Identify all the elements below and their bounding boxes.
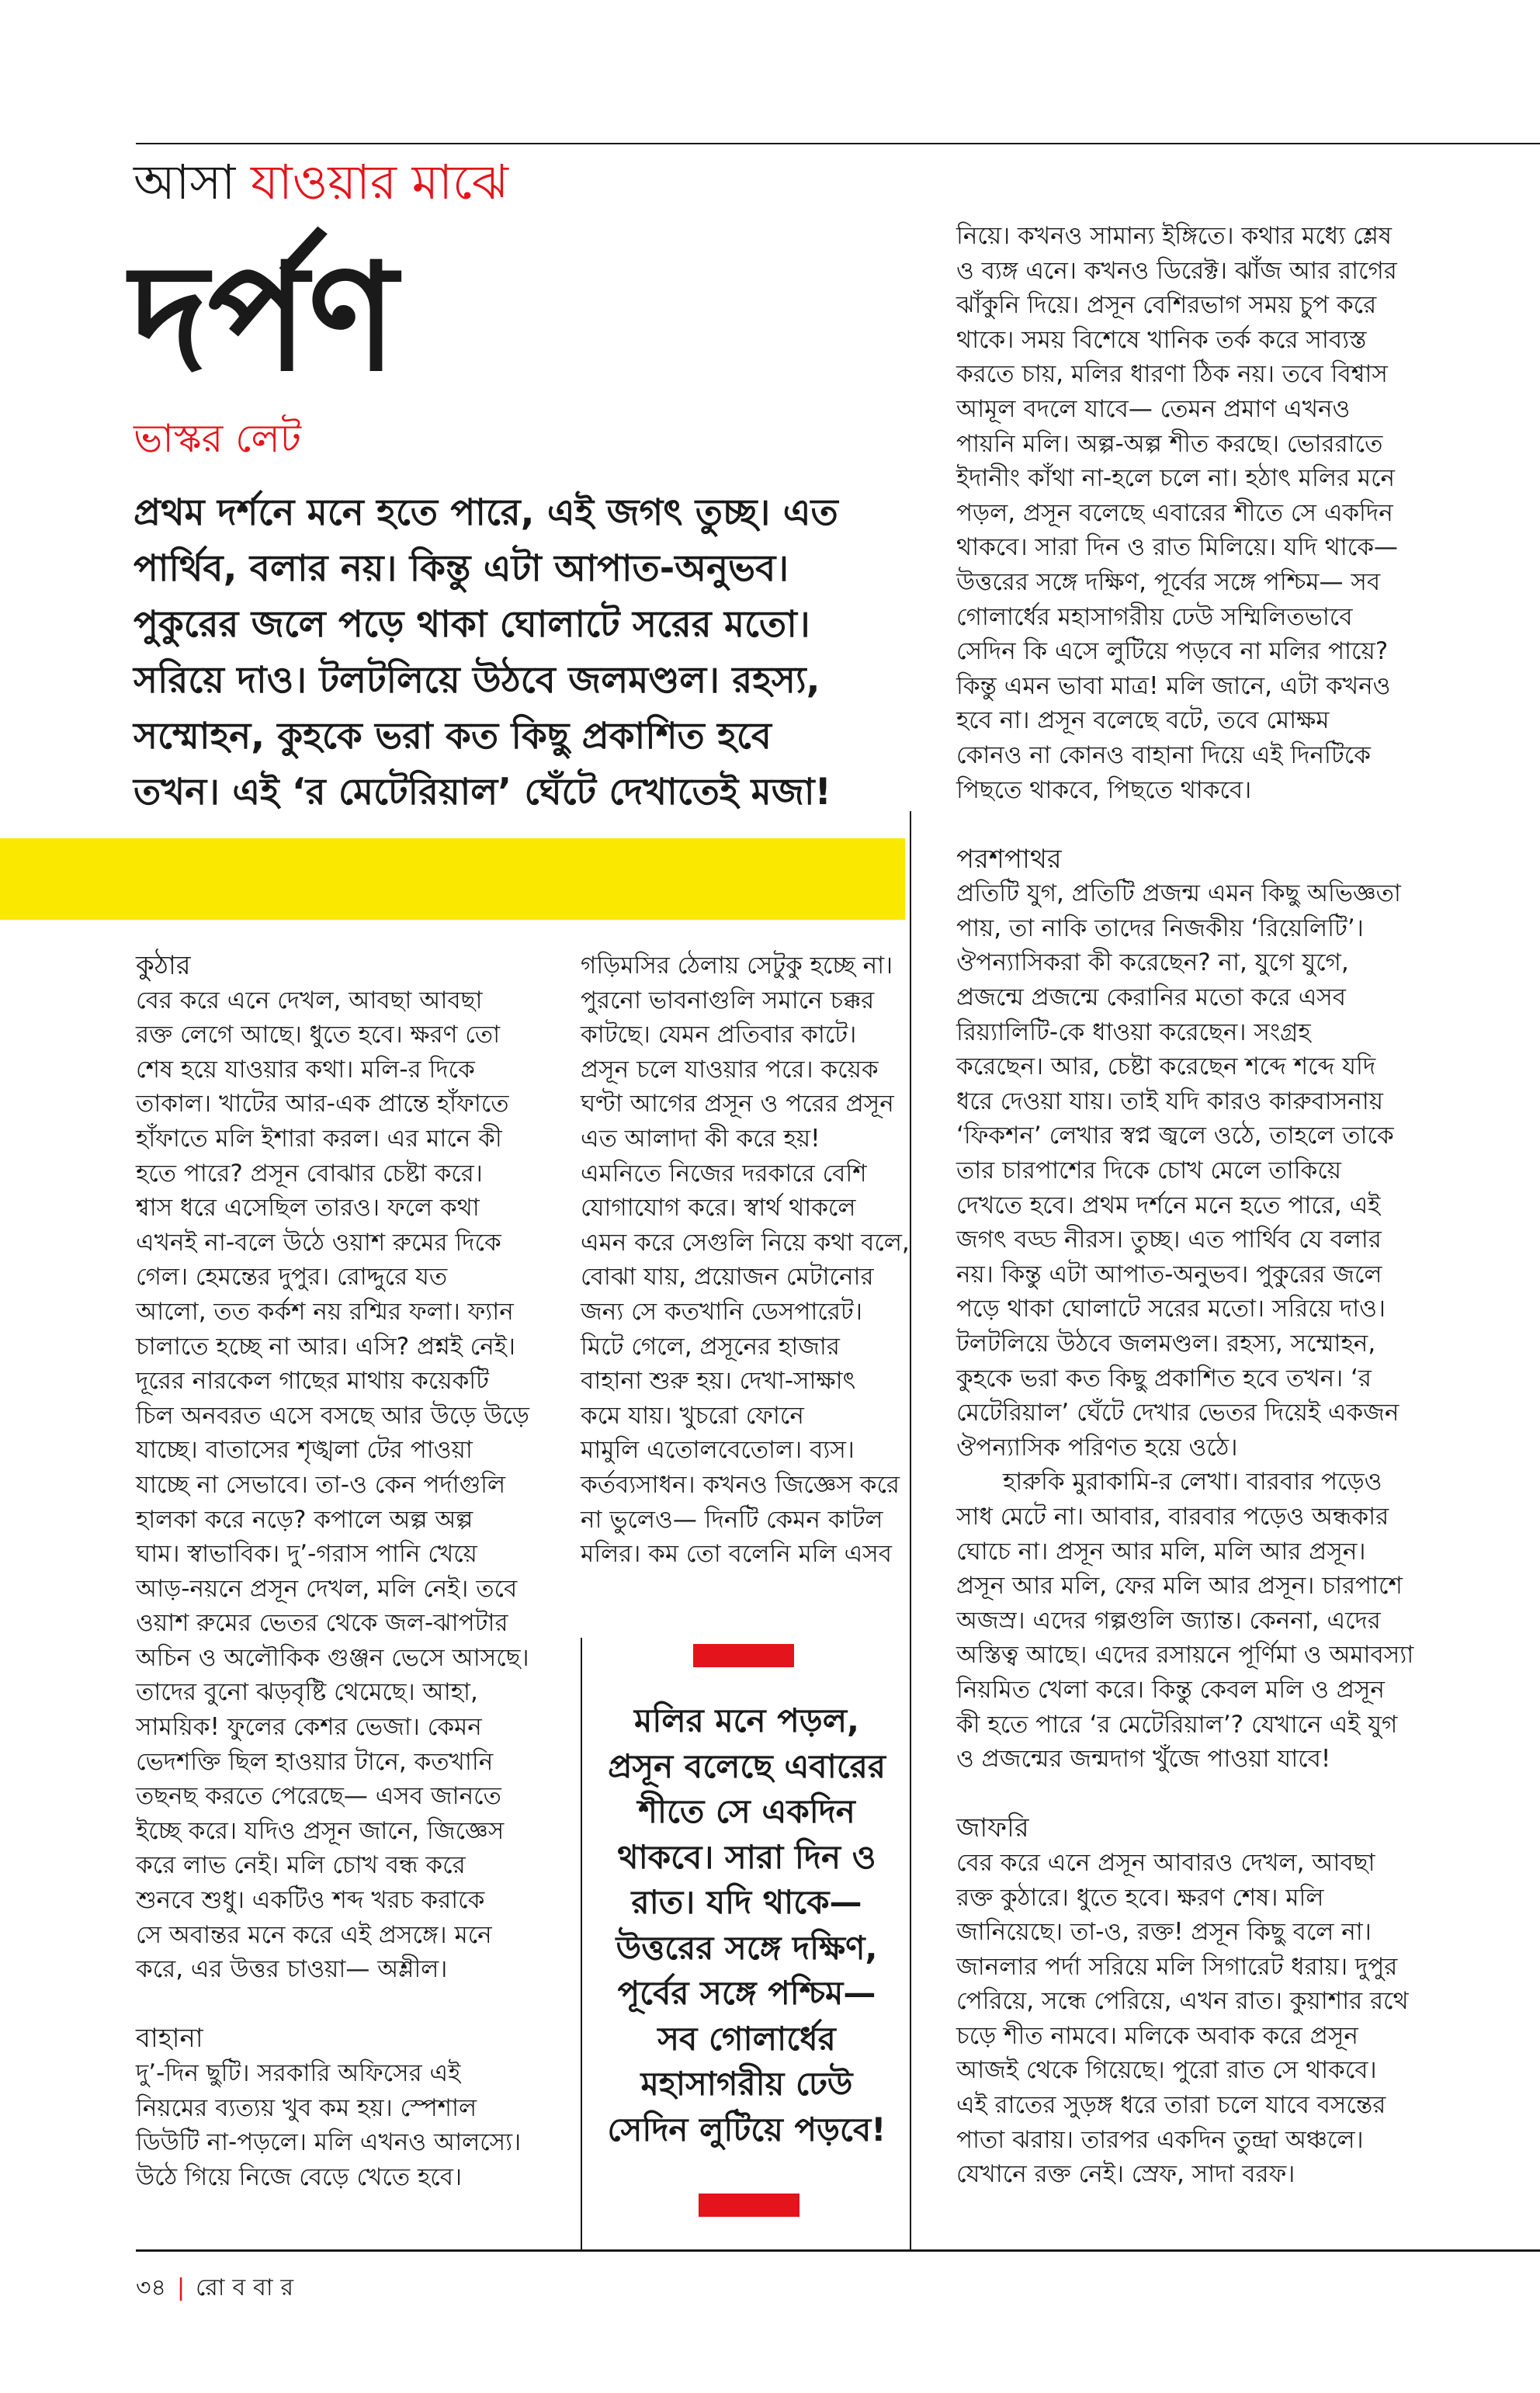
- text-line: ‘ফিকশন’ লেখার স্বপ্ন জ্বলে ওঠে, তাহলে তাকে: [956, 1122, 1394, 1150]
- text-line: কিন্তু এমন ভাবা মাত্র! মলি জানে, এটা কখনও: [956, 671, 1391, 700]
- section-heading-bahana: বাহানা: [136, 2023, 203, 2055]
- text-line: ঔপন্যাসিক পরিণত হয়ে ওঠে।: [956, 1433, 1238, 1462]
- text-line: রক্ত কুঠারে। ধুতে হবে। ক্ষরণ শেষ। মলি: [956, 1883, 1324, 1912]
- text-line: ঝাঁকুনি দিয়ে। প্রসূন বেশিরভাগ সময় চুপ করে: [956, 291, 1377, 320]
- text-line: বাহানা শুরু হয়। দেখা-সাক্ষাৎ: [581, 1367, 856, 1396]
- text-line: সাময়িক! ফুলের কেশর ভেজা। কেমন: [136, 1713, 482, 1742]
- text-line: আলো, তত কর্কশ নয় রশ্মির ফলা। ফ্যান: [136, 1297, 514, 1326]
- text-line: সে অবান্তর মনে করে এই প্রসঙ্গে। মনে: [136, 1920, 492, 1949]
- section-body-jafri: [956, 1846, 1422, 2192]
- text-line: নিয়মিত খেলা করে। কিন্তু কেবল মলি ও প্রসূন: [956, 1675, 1385, 1704]
- text-line: করে লাভ নেই। মলি চোখ বন্ধ করে: [136, 1851, 466, 1880]
- text-line: নিয়ে। কখনও সামান্য ইঙ্গিতে। কথার মধ্যে শ্লেষ: [956, 222, 1392, 250]
- kicker-red: যাওয়ার মাঝে: [250, 154, 508, 210]
- text-line: হবে না। প্রসূন বলেছে বটে, তবে মোক্ষম: [956, 706, 1330, 735]
- text-line: প্রসূন চলে যাওয়ার পরে। কয়েক: [581, 1055, 879, 1084]
- text-line: ঔপন্যাসিকরা কী করেছেন? না, যুগে যুগে,: [956, 949, 1349, 977]
- text-line: সব গোলার্ধের: [657, 2019, 836, 2058]
- spacer: [136, 1987, 539, 2022]
- text-line: ইচ্ছে করে। যদিও প্রসূন জানে, জিজ্ঞেস: [136, 1816, 505, 1845]
- text-line: অজস্র। এদের গল্পগুলি জ্যান্ত। কেননা, এদের: [956, 1606, 1381, 1635]
- text-line: তাকাল। খাটের আর-এক প্রান্তে হাঁফাতে: [136, 1090, 509, 1118]
- text-line: থাকবে। সারা দিন ও: [617, 1837, 876, 1876]
- text-line: শ্বাস ধরে এসেছিল তারও। ফলে কথা: [136, 1194, 480, 1223]
- text-line: এমন করে সেগুলি নিয়ে কথা বলে,: [581, 1228, 910, 1257]
- text-line: শুনবে শুধু। একটিও শব্দ খরচ করাকে: [136, 1886, 485, 1915]
- text-line: ঘণ্টা আগের প্রসূন ও পরের প্রসূন: [581, 1090, 894, 1118]
- text-line: ইদানীং কাঁথা না-হলে চলে না। হঠাৎ মলির মনে: [956, 464, 1396, 493]
- text-line: যোগাযোগ করে। স্বার্থ থাকলে: [581, 1194, 856, 1223]
- text-line: ও ব্যঙ্গ এনে। কখনও ডিরেক্ট। ঝাঁজ আর রাগের: [956, 256, 1397, 285]
- text-line: পূর্বের সঙ্গে পশ্চিম—: [617, 1974, 876, 2012]
- text-line: ওয়াশ রুমের ভেতর থেকে জল-ঝাপটার: [136, 1609, 508, 1638]
- text-line: মেটেরিয়াল’ ঘেঁটে দেখার ভেতর দিয়েই একজন: [956, 1399, 1400, 1427]
- text-line: পড়ল, প্রসূন বলেছে এবারের শীতে সে একদিন: [956, 498, 1393, 527]
- text-line: পুকুরের জলে পড়ে থাকা ঘোলাটে সরের মতো।: [134, 603, 810, 646]
- text-line: সাধ মেটে না। আবার, বারবার পড়েও অন্ধকার: [956, 1502, 1389, 1531]
- text-line: পিছতে থাকবে, পিছতে থাকবে।: [956, 775, 1252, 804]
- text-line: বের করে এনে দেখল, আবছা আবছা: [136, 986, 483, 1014]
- section-body-bahana: [136, 2056, 539, 2194]
- text-line: ধরে দেওয়া যায়। তাই যদি কারও কারুবাসনায়: [956, 1087, 1384, 1115]
- text-line: নিয়মের ব্যত্যয় খুব কম হয়। স্পেশাল: [136, 2093, 477, 2122]
- text-line: জানলার পর্দা সরিয়ে মলি সিগারেট ধরায়। দুপুর: [956, 1952, 1398, 1981]
- text-line: যাচ্ছে। বাতাসের শৃঙ্খলা টের পাওয়া: [136, 1436, 473, 1465]
- spacer: [956, 807, 1422, 842]
- column-divider-left: [581, 1638, 582, 2249]
- text-line: টলটলিয়ে উঠবে জলমণ্ডল। রহস্য, সম্মোহন,: [956, 1330, 1376, 1358]
- text-line: থাকে। সময় বিশেষে খানিক তর্ক করে সাব্যস্ত: [956, 325, 1367, 354]
- text-line: নয়। কিন্তু এটা আপাত-অনুভব। পুকুরের জলে: [956, 1260, 1382, 1288]
- text-line: গোলার্ধের মহাসাগরীয় ঢেউ সম্মিলিতভাবে: [956, 602, 1353, 631]
- text-line: যাচ্ছে না সেভাবে। তা-ও কেন পর্দাগুলি: [136, 1470, 506, 1499]
- text-line: শীতে সে একদিন: [638, 1792, 855, 1830]
- magazine-name: রোববার: [196, 2274, 302, 2301]
- text-line: পায়নি মলি। অল্প-অল্প শীত করছে। ভোররাতে: [956, 429, 1383, 458]
- text-line: রিয়্যালিটি-কে ধাওয়া করেছেন। সংগ্রহ: [956, 1018, 1311, 1046]
- yellow-band: [0, 838, 905, 920]
- pull-quote: [584, 1698, 910, 2152]
- text-line: বোঝা যায়, প্রয়োজন মেটানোর: [581, 1263, 874, 1292]
- text-line: চালাতে হচ্ছে না আর। এসি? প্রশ্নই নেই।: [136, 1332, 515, 1361]
- text-line: ও প্রজন্মের জন্মদাগ খুঁজে পাওয়া যাবে!: [956, 1745, 1331, 1774]
- text-line: এই রাতের সুড়ঙ্গ ধরে তারা চলে যাবে বসন্তের: [956, 2091, 1386, 2120]
- text-line: ঘাম। স্বাভাবিক। দু’-গরাস পানি খেয়ে: [136, 1540, 477, 1569]
- text-line: মহাসাগরীয় ঢেউ: [640, 2065, 853, 2103]
- text-line: পার্থিব, বলার নয়। কিন্তু এটা আপাত-অনুভব।: [134, 547, 789, 590]
- text-line: তখন। এই ‘র মেটেরিয়াল’ ঘেঁটে দেখাতেই মজা!: [134, 771, 831, 813]
- text-line: কুহকে ভরা কত কিছু প্রকাশিত হবে তখন। ‘র: [956, 1364, 1372, 1392]
- text-line: পড়ে থাকা ঘোলাটে সরের মতো। সরিয়ে দাও।: [956, 1295, 1386, 1323]
- column-3-intro: [956, 219, 1422, 807]
- text-line: থাকবে। সারা দিন ও রাত মিলিয়ে। যদি থাকে—: [956, 533, 1398, 562]
- article-deck: [134, 485, 917, 820]
- text-line: মলির। কম তো বলেনি মলি এসব: [581, 1540, 892, 1569]
- text-line: দূরের নারকেল গাছের মাথায় কয়েকটি: [136, 1367, 490, 1396]
- text-line: মিটে গেলে, প্রসূনের হাজার: [581, 1332, 840, 1361]
- text-line: না ভুলেও— দিনটি কেমন কাটল: [581, 1505, 883, 1534]
- section-heading-kuthar: কুঠার: [136, 950, 191, 981]
- text-line: প্রথম দর্শনে মনে হতে পারে, এই জগৎ তুচ্ছ। এত: [134, 491, 838, 534]
- text-line: সম্মোহন, কুহকে ভরা কত কিছু প্রকাশিত হবে: [134, 715, 772, 758]
- section-heading-poroshpathor: পরশপাথর: [956, 843, 1062, 875]
- text-line: জন্য সে কতখানি ডেসপারেট।: [581, 1297, 862, 1326]
- text-line: পায়, তা নাকি তাদের নিজকীয় ‘রিয়েলিটি’।: [956, 914, 1364, 942]
- text-line: ঘোচে না। প্রসূন আর মলি, মলি আর প্রসূন।: [956, 1537, 1366, 1566]
- text-line: ডিউটি না-পড়লে। মলি এখনও আলস্যে।: [136, 2128, 522, 2157]
- text-line: প্রজন্মে প্রজন্মে কেরানির মতো করে এসব: [956, 983, 1347, 1012]
- pull-quote-bar-top: [693, 1644, 794, 1667]
- text-line: অচিন ও অলৌকিক গুঞ্জন ভেসে আসছে।: [136, 1643, 529, 1672]
- text-line: প্রতিটি যুগ, প্রতিটি প্রজন্ম এমন কিছু অভিজ্ঞতা: [956, 879, 1401, 908]
- kicker-black: আসা: [134, 154, 236, 210]
- text-line: তার চারপাশের দিকে চোখ মেলে তাকিয়ে: [956, 1157, 1342, 1185]
- column-3: [956, 219, 1422, 2192]
- page-number: ৩৪: [136, 2274, 166, 2301]
- text-line: মামুলি এতোলবেতোল। ব্যস।: [581, 1436, 855, 1465]
- text-line: রাত। যদি থাকে—: [631, 1883, 862, 1921]
- text-line: পাতা ঝরায়। তারপর একদিন তুন্দ্রা অঞ্চলে।: [956, 2125, 1364, 2154]
- text-line: হালকা করে নড়ে? কপালে অল্প অল্প: [136, 1505, 473, 1534]
- text-line: এত আলাদা কী করে হয়!: [581, 1124, 820, 1153]
- text-line: যেখানে রক্ত নেই। স্রেফ, সাদা বরফ।: [956, 2160, 1295, 2189]
- article-title: দর্পণ: [130, 232, 397, 404]
- column-1: [136, 949, 539, 2194]
- section-body-poroshpathor-2: [956, 1500, 1422, 1777]
- text-line: পুরনো ভাবনাগুলি সমানে চক্কর: [581, 986, 875, 1014]
- text-line: প্রসূন আর মলি, ফের মলি আর প্রসূন। চারপাশে: [956, 1572, 1403, 1601]
- pull-quote-bar-bottom: [699, 2194, 799, 2217]
- text-line: চিল অনবরত এসে বসছে আর উড়ে উড়ে: [136, 1401, 529, 1430]
- text-line: মলির মনে পড়ল,: [634, 1701, 859, 1739]
- section-body-poroshpathor: [956, 876, 1422, 1465]
- text-line: সেদিন লুটিয়ে পড়বে!: [607, 2110, 886, 2148]
- footer-separator: |: [176, 2274, 186, 2301]
- author-byline: ভাস্কর লেট: [134, 416, 301, 461]
- text-line: কর্তব্যসাধন। কখনও জিজ্ঞেস করে: [581, 1470, 900, 1499]
- section-body-kuthar: [136, 983, 539, 1987]
- top-rule: [136, 143, 1540, 144]
- column-2: [581, 949, 910, 1572]
- text-line: দু’-দিন ছুটি। সরকারি অফিসের এই: [136, 2059, 461, 2087]
- text-line: তাদের বুনো ঝড়বৃষ্টি থেমেছে। আহা,: [136, 1678, 478, 1707]
- text-line: হতে পারে? প্রসূন বোঝার চেষ্টা করে।: [136, 1159, 483, 1188]
- text-line: জানিয়েছে। তা-ও, রক্ত! প্রসূন কিছু বলে না।: [956, 1918, 1372, 1947]
- section-heading-jafri: জাফরি: [956, 1812, 1029, 1844]
- text-line: দেখতে হবে। প্রথম দর্শনে মনে হতে পারে, এই: [956, 1191, 1381, 1219]
- text-line: হাঁফাতে মলি ইশারা করল। এর মানে কী: [136, 1124, 502, 1153]
- text-line: এমনিতে নিজের দরকারে বেশি: [581, 1159, 867, 1188]
- text-line: করতে চায়, মলির ধারণা ঠিক নয়। তবে বিশ্বাস: [956, 360, 1388, 389]
- text-line: রক্ত লেগে আছে। ধুতে হবে। ক্ষরণ তো: [136, 1021, 501, 1049]
- text-line: সরিয়ে দাও। টলটলিয়ে উঠবে জলমণ্ডল। রহস্য,: [134, 659, 820, 702]
- column-divider-right: [910, 811, 911, 2249]
- text-line: শেষ হয়ে যাওয়ার কথা। মলি-র দিকে: [136, 1055, 475, 1084]
- text-line: গেল। হেমন্তের দুপুর। রোদ্দুরে যত: [136, 1263, 448, 1292]
- text-line: ভেদশক্তি ছিল হাওয়ার টানে, কতখানি: [136, 1747, 494, 1776]
- text-line: আড়-নয়নে প্রসূন দেখল, মলি নেই। তবে: [136, 1574, 518, 1603]
- text-line: কাটছে। যেমন প্রতিবার কাটে।: [581, 1021, 857, 1049]
- bottom-rule: [136, 2249, 1540, 2252]
- text-line: কী হতে পারে ‘র মেটেরিয়াল’? যেখানে এই যুগ: [956, 1710, 1398, 1739]
- text-line: আজই থেকে গিয়েছে। পুরো রাত সে থাকবে।: [956, 2056, 1377, 2085]
- text-line: সেদিন কি এসে লুটিয়ে পড়বে না মলির পায়ে?: [956, 637, 1389, 666]
- paragraph-first-line: হারুকি মুরাকামি-র লেখা। বারবার পড়েও: [1003, 1468, 1382, 1496]
- text-line: করেছেন। আর, চেষ্টা করেছেন শব্দে শব্দে যদি: [956, 1053, 1376, 1081]
- text-line: আমূল বদলে যাবে— তেমন প্রমাণ এখনও: [956, 394, 1351, 423]
- spacer: [956, 1777, 1422, 1812]
- text-line: চড়ে শীত নামবে। মলিকে অবাক করে প্রসূন: [956, 2021, 1358, 2050]
- text-line: কোনও না কোনও বাহানা দিয়ে এই দিনটিকে: [956, 740, 1371, 769]
- text-line: প্রসূন বলেছে এবারের: [608, 1746, 886, 1785]
- text-line: গড়িমসির ঠেলায় সেটুকু হচ্ছে না।: [581, 952, 893, 980]
- text-line: উত্তরের সঙ্গে দক্ষিণ, পূর্বের সঙ্গে পশ্চিম— সব: [956, 567, 1381, 596]
- column-2-body: [581, 949, 910, 1572]
- text-line: জগৎ বড্ড নীরস। তুচ্ছ। এত পার্থিব যে বলার: [956, 1226, 1382, 1254]
- page-footer: [136, 2273, 301, 2304]
- text-line: উঠে গিয়ে নিজে বেড়ে খেতে হবে।: [136, 2162, 463, 2191]
- kicker: [134, 151, 508, 213]
- text-line: তছনছ করতে পেরেছে— এসব জানতে: [136, 1782, 501, 1811]
- text-line: বের করে এনে প্রসূন আবারও দেখল, আবছা: [956, 1848, 1375, 1877]
- text-line: করে, এর উত্তর চাওয়া— অশ্লীল।: [136, 1955, 448, 1984]
- text-line: উত্তরের সঙ্গে দক্ষিণ,: [616, 1928, 878, 1967]
- text-line: অস্তিত্ব আছে। এদের রসায়নে পূর্ণিমা ও অমাবস্যা: [956, 1641, 1414, 1670]
- text-line: কমে যায়। খুচরো ফোনে: [581, 1401, 804, 1430]
- text-line: পেরিয়ে, সন্ধে পেরিয়ে, এখন রাত। কুয়াশার রথে: [956, 1987, 1409, 2016]
- text-line: এখনই না-বলে উঠে ওয়াশ রুমের দিকে: [136, 1228, 501, 1257]
